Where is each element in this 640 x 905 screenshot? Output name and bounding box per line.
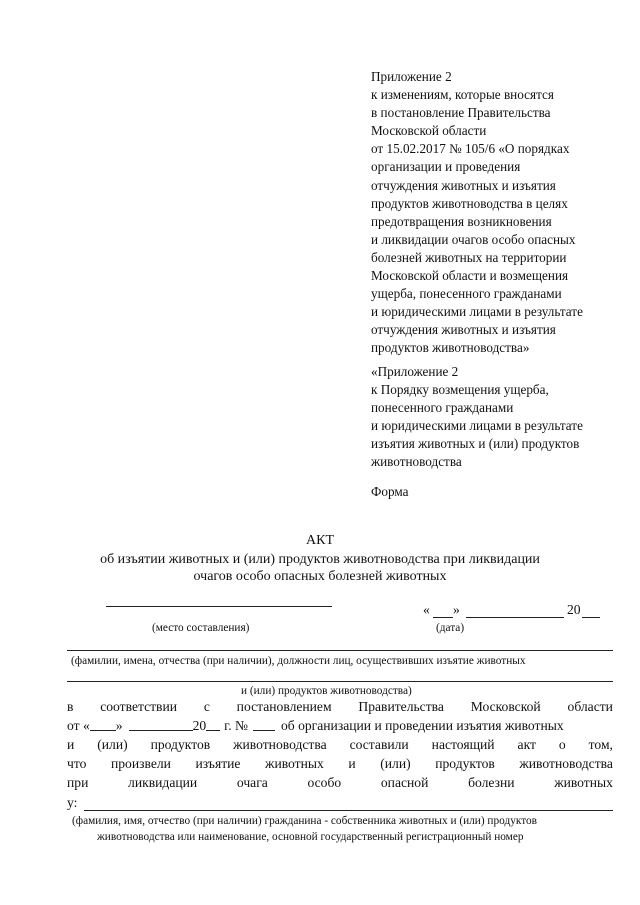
body-line-3 xyxy=(67,737,613,753)
appendix-note-line: Московской области и возмещения xyxy=(371,268,569,284)
word: ликвидации xyxy=(128,775,198,790)
date-day-field[interactable] xyxy=(433,617,453,618)
resolution-month-field[interactable] xyxy=(129,718,193,731)
word: Московской xyxy=(470,699,541,714)
place-caption: (место составления) xyxy=(152,622,250,634)
word: опасной xyxy=(380,775,429,790)
appendix-order-line: животноводства xyxy=(371,454,462,470)
word: » xyxy=(115,718,123,733)
appendix-note-line: Московской области xyxy=(371,123,487,139)
act-subtitle-line-1: об изъятии животных и (или) продуктов животноводства при ликвидации xyxy=(100,552,540,567)
word: области xyxy=(567,699,613,714)
word: животноводства xyxy=(233,737,327,752)
resolution-number-field[interactable] xyxy=(253,718,275,731)
appendix-order-line: изъятия животных и (или) продуктов xyxy=(371,436,580,452)
owner-caption-2: животноводства или наименование, основной государственный регистрационный номер xyxy=(97,831,524,843)
word: (или) xyxy=(97,737,128,752)
word: о xyxy=(558,737,566,752)
owner-prefix: у: xyxy=(67,795,78,810)
word: 20 xyxy=(192,718,207,733)
body-line-2 xyxy=(67,718,613,734)
appendix-note-line: организации и проведения xyxy=(371,159,521,175)
owner-caption-1: (фамилия, имя, отчество (при наличии) гражданина - собственника животных и (или) продуктов xyxy=(72,815,537,827)
word: очага xyxy=(236,775,268,790)
word: акт xyxy=(517,737,536,752)
word: и xyxy=(67,737,75,752)
date-year-field[interactable] xyxy=(582,617,600,618)
date-year-prefix: 20 xyxy=(567,602,581,617)
owner-field[interactable] xyxy=(84,810,613,811)
appendix-note-line: Приложение 2 xyxy=(371,69,452,84)
appendix-order-line: и юридическими лицами в результате xyxy=(371,418,583,434)
appendix-note-line: в постановление Правительства xyxy=(371,105,551,121)
word: том, xyxy=(588,737,613,752)
word: постановлением xyxy=(236,699,332,714)
appendix-order-line: понесенного гражданами xyxy=(371,400,514,416)
appendix-note-line: болезней животных на территории xyxy=(371,249,567,265)
persons-caption-1: (фамилии, имена, отчества (при наличии), должности лиц, осуществивших изъятие животных xyxy=(71,655,526,667)
word: Правительства xyxy=(358,699,444,714)
appendix-order-line: «Приложение 2 xyxy=(371,364,459,379)
word: (или) xyxy=(380,756,411,771)
appendix-order-line: к Порядку возмещения ущерба, xyxy=(371,382,549,398)
appendix-note-line: продуктов животноводства» xyxy=(371,340,530,356)
word: настоящий xyxy=(431,737,495,752)
resolution-year-field[interactable] xyxy=(206,718,220,731)
word: соответствии xyxy=(100,699,178,714)
appendix-note xyxy=(371,68,633,358)
resolution-day-field[interactable] xyxy=(90,718,116,731)
word: болезни xyxy=(468,775,515,790)
place-field[interactable] xyxy=(106,606,332,607)
appendix-note-line: и ликвидации очагов особо опасных xyxy=(371,231,576,247)
persons-field-2[interactable] xyxy=(67,681,613,682)
body-line-1 xyxy=(67,699,613,715)
appendix-note-line: отчуждения животных и изъятия xyxy=(371,322,556,338)
date-caption: (дата) xyxy=(436,622,465,634)
word: животноводства xyxy=(519,756,613,771)
word: особо xyxy=(307,775,342,790)
persons-field[interactable] xyxy=(67,650,613,651)
act-subtitle-line-2: очагов особо опасных болезней животных xyxy=(193,569,447,584)
persons-caption-2: и (или) продуктов животноводства) xyxy=(241,685,412,697)
word: с xyxy=(203,699,210,714)
body-line-4 xyxy=(67,756,613,772)
word: произвели xyxy=(110,756,171,771)
word: в xyxy=(67,699,74,714)
word: что xyxy=(67,756,87,771)
word: от « xyxy=(67,718,90,733)
date-month-field[interactable] xyxy=(466,617,564,618)
act-title: АКТ xyxy=(306,533,334,548)
appendix-note-line: и юридическими лицами в результате xyxy=(371,304,583,320)
word: животных xyxy=(554,775,613,790)
word: составили xyxy=(349,737,409,752)
appendix-note-line: ущерба, понесенного гражданами xyxy=(371,286,562,302)
date-quote-close: » xyxy=(453,602,460,617)
appendix-order xyxy=(371,363,633,472)
body-line-5 xyxy=(67,775,613,791)
appendix-note-line: предотвращения возникновения xyxy=(371,213,552,229)
word: животных xyxy=(265,756,324,771)
word: при xyxy=(67,775,89,790)
appendix-note-line: от 15.02.2017 № 105/6 «О порядках xyxy=(371,141,570,157)
appendix-note-line: отчуждения животных и изъятия xyxy=(371,177,556,193)
form-label: Форма xyxy=(371,484,409,499)
word: г. № xyxy=(224,718,248,733)
word: продуктов xyxy=(150,737,211,752)
appendix-note-line: к изменениям, которые вносятся xyxy=(371,87,554,103)
word: и xyxy=(348,756,356,771)
date-quote-open: « xyxy=(423,602,430,617)
appendix-note-line: продуктов животноводства в целях xyxy=(371,195,568,211)
word: об организации и проведении изъятия животных xyxy=(280,718,564,733)
word: изъятие xyxy=(195,756,241,771)
word: продуктов xyxy=(435,756,495,771)
